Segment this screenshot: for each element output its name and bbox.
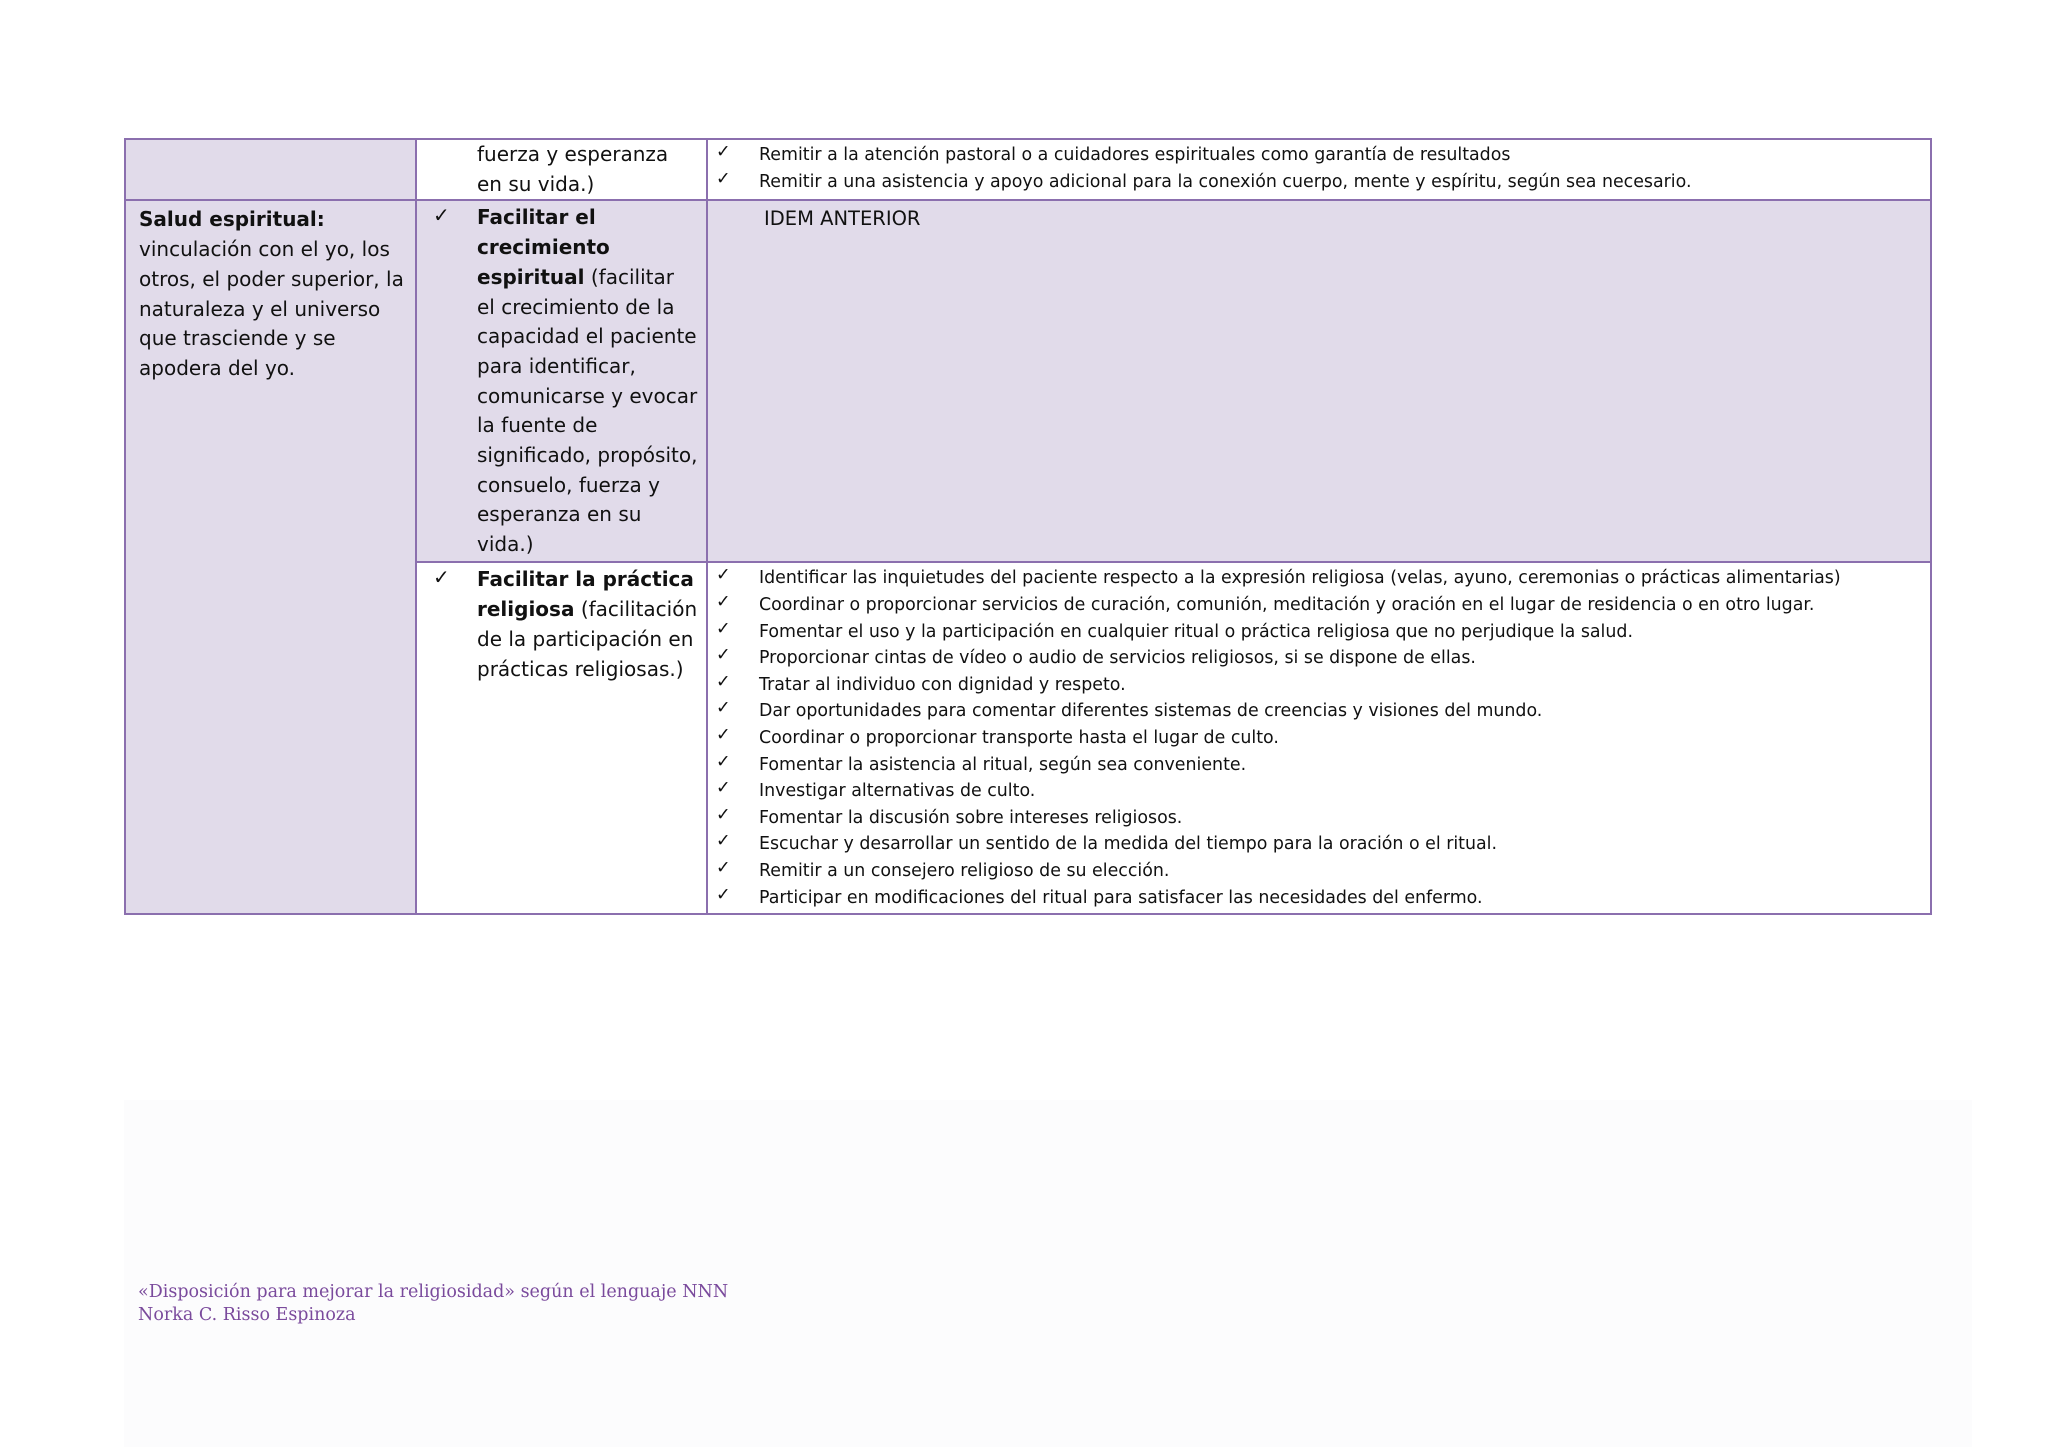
activity-item bbox=[708, 592, 1922, 619]
activity-item bbox=[708, 142, 1922, 169]
activity-item bbox=[708, 885, 1922, 912]
activities-cell bbox=[707, 562, 1931, 914]
intervention-cell-continuation bbox=[416, 139, 707, 200]
checkmark-icon: ✓ bbox=[716, 884, 731, 905]
diagnosis-description: vinculación con el yo, los otros, el poder superior, la naturaleza y el universo que trasciende y se apodera del yo. bbox=[139, 237, 404, 380]
activity-text: Fomentar la asistencia al ritual, según sea conveniente. bbox=[759, 754, 1247, 775]
checkmark-icon: ✓ bbox=[716, 592, 731, 612]
checkmark-icon: ✓ bbox=[716, 645, 731, 666]
activity-text: Remitir a un consejero religioso de su elección. bbox=[759, 860, 1170, 881]
checkmark-icon: ✓ bbox=[716, 671, 731, 692]
activity-item bbox=[708, 805, 1922, 832]
checkmark-icon: ✓ bbox=[433, 565, 450, 590]
activity-text: Remitir a una asistencia y apoyo adicional para la conexión cuerpo, mente y espíritu, según sea necesario. bbox=[759, 171, 1692, 192]
intervention-title: Facilitar el crecimiento espiritual bbox=[477, 205, 610, 289]
intervention-description: (facilitar el crecimiento de la capacidad el paciente para identificar, comunicarse y evocar la fuente de significado, propósito, consuelo, fuerza y esperanza en su vida.) bbox=[477, 264, 698, 557]
intervention-title: Facilitar la práctica religiosa bbox=[477, 567, 694, 622]
checkmark-icon: ✓ bbox=[716, 618, 731, 639]
activity-text: Tratar al individuo con dignidad y respeto. bbox=[759, 674, 1126, 695]
diagnosis-cell bbox=[125, 200, 416, 914]
activity-item bbox=[708, 672, 1922, 699]
activity-item bbox=[708, 752, 1922, 779]
intervention-text-continuation: fuerza y esperanza en su vida.) bbox=[477, 142, 669, 196]
checkmark-icon: ✓ bbox=[716, 778, 731, 799]
checkmark-icon: ✓ bbox=[433, 203, 450, 228]
checkmark-icon: ✓ bbox=[716, 565, 731, 586]
activity-text: Remitir a la atención pastoral o a cuidadores espirituales como garantía de resultados bbox=[759, 145, 1511, 165]
care-plan-table bbox=[124, 138, 1932, 915]
page-footer bbox=[138, 1281, 728, 1327]
activity-item bbox=[708, 858, 1922, 885]
table-row bbox=[125, 139, 1931, 200]
checkmark-icon: ✓ bbox=[716, 804, 731, 825]
intervention-cell bbox=[416, 562, 707, 914]
table-row bbox=[125, 200, 1931, 562]
checkmark-icon: ✓ bbox=[716, 831, 731, 852]
activity-item bbox=[708, 725, 1922, 752]
activities-cell bbox=[707, 139, 1931, 200]
page-background-shade bbox=[124, 1100, 1972, 1447]
activity-item bbox=[708, 645, 1922, 672]
activities-list bbox=[708, 563, 1930, 913]
checkmark-icon: ✓ bbox=[716, 168, 731, 189]
idem-anterior-text: IDEM ANTERIOR bbox=[764, 207, 921, 231]
activities-list bbox=[708, 140, 1930, 197]
activity-item bbox=[708, 619, 1922, 646]
checkmark-icon: ✓ bbox=[716, 698, 731, 719]
diagnosis-cell-continuation bbox=[125, 139, 416, 200]
footer-title: «Disposición para mejorar la religiosidad» según el lenguaje NNN bbox=[138, 1282, 729, 1302]
diagnosis-title: Salud espiritual: bbox=[139, 207, 325, 232]
checkmark-icon: ✓ bbox=[716, 142, 731, 162]
checkmark-icon: ✓ bbox=[716, 724, 731, 745]
activity-item bbox=[708, 565, 1922, 592]
activity-text: Coordinar o proporcionar servicios de curación, comunión, meditación y oración en el lugar de residencia o en otro lugar. bbox=[759, 595, 1815, 615]
activity-text: Fomentar el uso y la participación en cualquier ritual o práctica religiosa que no perjudique la salud. bbox=[759, 621, 1633, 642]
activity-text: Investigar alternativas de culto. bbox=[759, 781, 1036, 802]
activity-item bbox=[708, 831, 1922, 858]
activity-text: Coordinar o proporcionar transporte hasta el lugar de culto. bbox=[759, 727, 1279, 748]
intervention-cell bbox=[416, 200, 707, 562]
intervention-description: (facilitación de la participación en prácticas religiosas.) bbox=[477, 597, 698, 681]
activity-item bbox=[708, 169, 1922, 196]
activity-text: Participar en modificaciones del ritual para satisfacer las necesidades del enfermo. bbox=[759, 887, 1483, 908]
activity-item bbox=[708, 778, 1922, 805]
activity-text: Proporcionar cintas de vídeo o audio de servicios religiosos, si se dispone de ellas. bbox=[759, 648, 1476, 669]
activity-text: Dar oportunidades para comentar diferentes sistemas de creencias y visiones del mundo. bbox=[759, 701, 1543, 722]
activity-text: Escuchar y desarrollar un sentido de la medida del tiempo para la oración o el ritual. bbox=[759, 834, 1498, 855]
activity-item bbox=[708, 698, 1922, 725]
activities-cell bbox=[707, 200, 1931, 562]
footer-author: Norka C. Risso Espinoza bbox=[138, 1305, 356, 1325]
checkmark-icon: ✓ bbox=[716, 751, 731, 772]
checkmark-icon: ✓ bbox=[716, 857, 731, 878]
activity-text: Fomentar la discusión sobre intereses religiosos. bbox=[759, 807, 1183, 828]
activity-text: Identificar las inquietudes del paciente respecto a la expresión religiosa (velas, ayuno, ceremonias o prácticas alimentarias) bbox=[759, 568, 1841, 589]
